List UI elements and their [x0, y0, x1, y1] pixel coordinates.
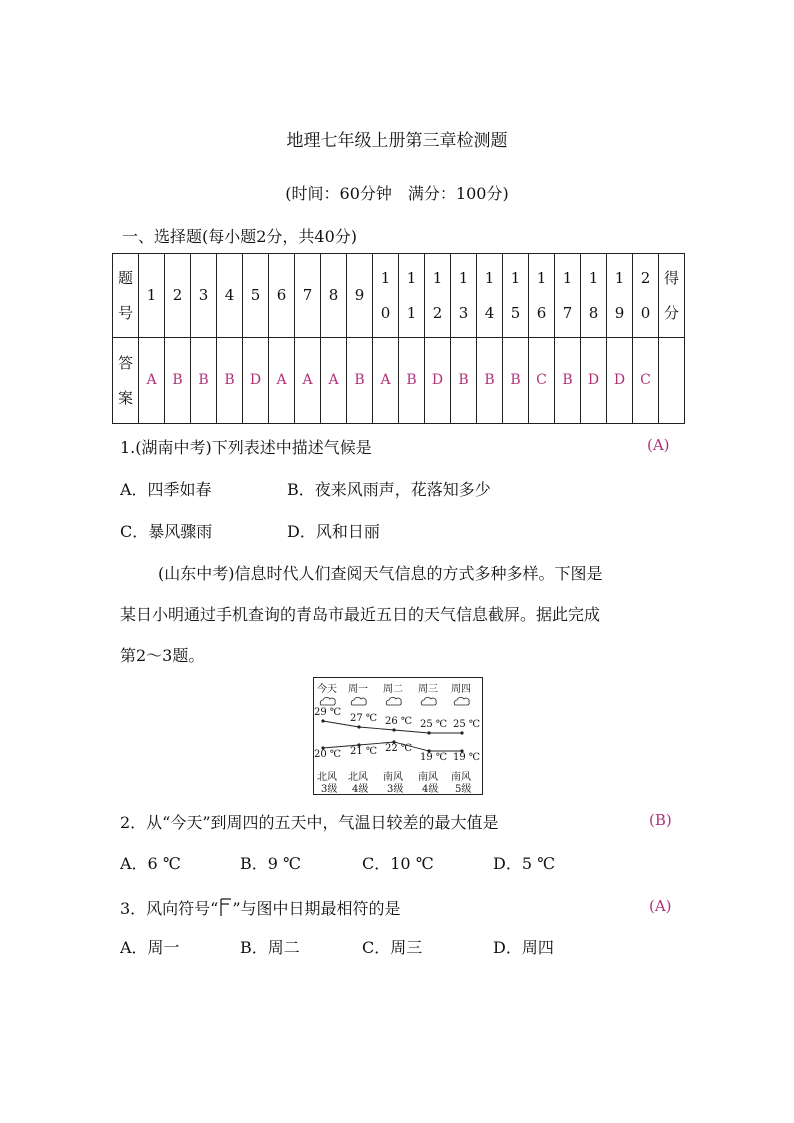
high-temp-point — [321, 719, 324, 722]
question-number-cell: 8 — [321, 254, 347, 338]
question-number-cell: 1 4 — [477, 254, 503, 338]
q1-stem: 1.(湖南中考)下列表述中描述气候是 — [120, 438, 372, 457]
weather-figure — [313, 677, 483, 795]
q1-option-d: D．风和日丽 — [287, 522, 380, 541]
low-temp-label: 21 ℃ — [350, 746, 378, 757]
q3-answer: (A) — [649, 897, 672, 915]
answer-cell: B — [191, 338, 217, 424]
question-number-cell: 1 0 — [373, 254, 399, 338]
question-number-cell: 1 9 — [607, 254, 633, 338]
low-temp-label: 19 ℃ — [453, 752, 481, 763]
partly-cloudy-icon — [386, 697, 401, 705]
question-number-cell: 1 3 — [451, 254, 477, 338]
day-label: 周三 — [418, 684, 438, 695]
day-label: 周四 — [451, 684, 471, 695]
passage-line-3: 第2～3题。 — [120, 646, 205, 665]
question-number-cell: 1 6 — [529, 254, 555, 338]
partly-cloudy-icon — [320, 697, 335, 705]
high-temp-point — [427, 731, 430, 734]
answer-cell: B — [217, 338, 243, 424]
answer-cell: B — [451, 338, 477, 424]
wind-level-label: 3级 — [387, 784, 404, 795]
answer-cell: D — [243, 338, 269, 424]
q1-answer: (A) — [647, 436, 670, 454]
q3-option-c: C．周三 — [362, 938, 423, 957]
q1-option-a: A．四季如春 — [120, 480, 212, 499]
answer-cell: A — [139, 338, 165, 424]
answer-row — [113, 338, 685, 424]
answer-cell: A — [295, 338, 321, 424]
low-temp-label: 19 ℃ — [420, 752, 448, 763]
answer-cell: A — [373, 338, 399, 424]
q2-stem: 2．从“今天”到周四的五天中，气温日较差的最大值是 — [120, 813, 499, 832]
q2-option-c: C．10 ℃ — [362, 854, 434, 873]
passage-line-2: 某日小明通过手机查询的青岛市最近五日的天气信息截屏。据此完成 — [120, 605, 601, 624]
day-label: 周一 — [348, 684, 368, 695]
question-number-cell: 1 — [139, 254, 165, 338]
answer-cell: A — [269, 338, 295, 424]
wind-level-label: 5级 — [455, 784, 472, 795]
exam-info: (时间：60分钟 满分：100分) — [285, 184, 509, 203]
high-temp-label: 26 ℃ — [385, 716, 413, 727]
wind-direction-label: 南风 — [418, 772, 438, 783]
high-temp-label: 29 ℃ — [314, 707, 342, 718]
wind-direction-symbol-icon — [218, 897, 232, 917]
q2-option-d: D．5 ℃ — [493, 854, 555, 873]
answer-cell: C — [529, 338, 555, 424]
high-temp-label: 25 ℃ — [453, 719, 481, 730]
question-number-label: 题 号 — [113, 254, 139, 338]
answer-cell: B — [555, 338, 581, 424]
wind-level-label: 4级 — [352, 784, 369, 795]
question-number-cell: 9 — [347, 254, 373, 338]
question-number-cell: 3 — [191, 254, 217, 338]
answer-table — [112, 253, 685, 424]
high-temp-label: 27 ℃ — [350, 713, 378, 724]
answer-cell: D — [607, 338, 633, 424]
high-temp-point — [392, 728, 395, 731]
q2-option-b: B．9 ℃ — [240, 854, 301, 873]
q2-answer: (B) — [649, 811, 672, 829]
answer-cell: A — [321, 338, 347, 424]
wind-direction-label: 南风 — [383, 772, 403, 783]
question-number-cell: 1 7 — [555, 254, 581, 338]
high-temp-label: 25 ℃ — [420, 719, 448, 730]
question-number-cell: 1 8 — [581, 254, 607, 338]
answer-cell: B — [503, 338, 529, 424]
score-label: 得 分 — [659, 254, 685, 338]
answer-cell: D — [581, 338, 607, 424]
score-cell — [659, 338, 685, 424]
q3-stem: 3．风向符号“ ”与图中日期最相符的是 — [120, 899, 401, 918]
question-number-cell: 2 0 — [633, 254, 659, 338]
low-temp-label: 20 ℃ — [314, 749, 342, 760]
page-title: 地理七年级上册第三章检测题 — [286, 131, 508, 151]
answer-cell: B — [399, 338, 425, 424]
answer-cell: B — [477, 338, 503, 424]
high-temp-point — [357, 725, 360, 728]
q3-option-d: D．周四 — [493, 938, 554, 957]
q3-option-a: A．周一 — [120, 938, 180, 957]
question-number-row — [113, 254, 685, 338]
answer-cell: C — [633, 338, 659, 424]
partly-cloudy-icon — [454, 697, 469, 705]
day-label: 周二 — [383, 684, 403, 695]
q3-option-b: B．周二 — [240, 938, 300, 957]
wind-level-label: 4级 — [422, 784, 439, 795]
question-number-cell: 5 — [243, 254, 269, 338]
question-number-cell: 1 5 — [503, 254, 529, 338]
low-temp-label: 22 ℃ — [385, 743, 413, 754]
high-temp-point — [460, 731, 463, 734]
question-number-cell: 1 1 — [399, 254, 425, 338]
question-number-cell: 2 — [165, 254, 191, 338]
question-number-cell: 1 2 — [425, 254, 451, 338]
answer-cell: D — [425, 338, 451, 424]
question-number-cell: 7 — [295, 254, 321, 338]
partly-cloudy-icon — [421, 697, 436, 705]
partly-cloudy-icon — [351, 697, 366, 705]
passage-line-1: (山东中考)信息时代人们查阅天气信息的方式多种多样。下图是 — [158, 564, 603, 583]
section-heading: 一、选择题(每小题2分，共40分) — [122, 227, 358, 246]
answer-label: 答 案 — [113, 338, 139, 424]
wind-direction-label: 北风 — [348, 772, 368, 783]
q1-option-c: C．暴风骤雨 — [120, 522, 213, 541]
question-number-cell: 6 — [269, 254, 295, 338]
answer-cell: B — [347, 338, 373, 424]
wind-direction-label: 南风 — [451, 772, 471, 783]
q1-option-b: B．夜来风雨声，花落知多少 — [287, 480, 491, 499]
question-number-cell: 4 — [217, 254, 243, 338]
day-label: 今天 — [317, 684, 337, 695]
answer-cell: B — [165, 338, 191, 424]
q2-option-a: A．6 ℃ — [120, 854, 181, 873]
wind-direction-label: 北风 — [317, 772, 337, 783]
wind-level-label: 3级 — [321, 784, 338, 795]
